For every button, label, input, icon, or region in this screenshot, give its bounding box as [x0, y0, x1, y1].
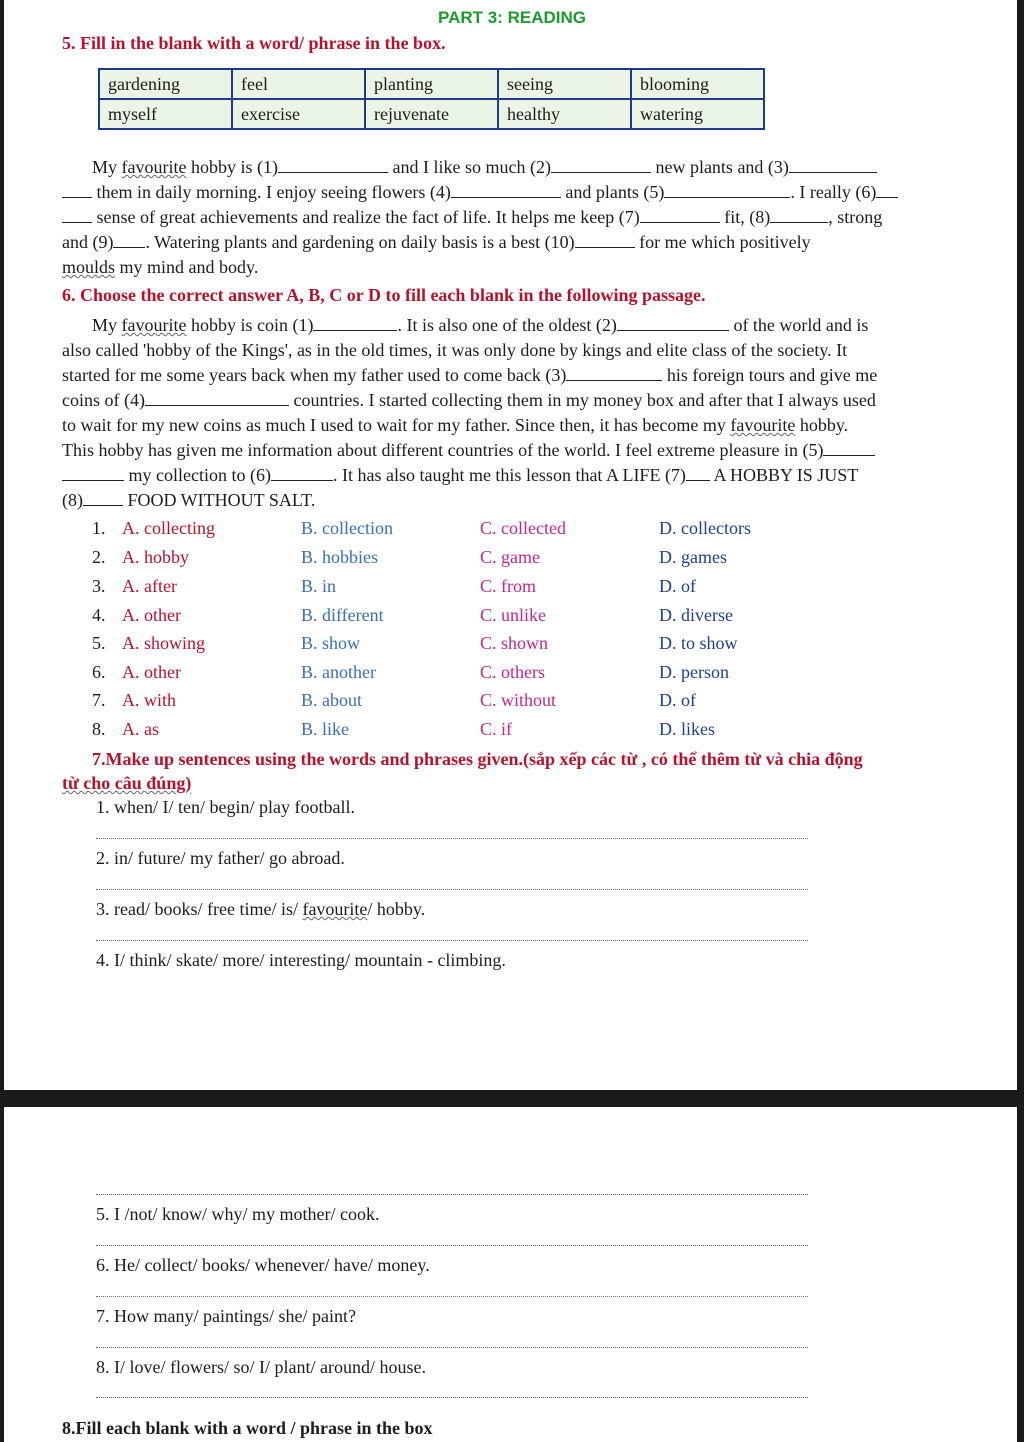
- option-row: 5.: [92, 633, 106, 653]
- word-box-cell: rejuvenate: [365, 99, 498, 129]
- blank[interactable]: [62, 181, 92, 198]
- exercise-6-passage: [62, 313, 968, 513]
- option-d[interactable]: D. collectors: [659, 518, 751, 538]
- blank[interactable]: [789, 156, 877, 173]
- word-box-cell: watering: [631, 99, 764, 129]
- word-box-cell: blooming: [631, 69, 764, 99]
- blank[interactable]: [617, 314, 729, 331]
- option-b[interactable]: B. about: [301, 690, 362, 710]
- blank[interactable]: [664, 181, 790, 198]
- worksheet-page-1: [4, 0, 1017, 1090]
- answer-line[interactable]: [96, 1194, 808, 1195]
- blank[interactable]: [62, 206, 92, 223]
- option-c[interactable]: C. without: [480, 690, 557, 710]
- passage-line: to wait for my new coins as much I used to wait for my father. Since then, it has become my favourite hobby.: [62, 415, 849, 435]
- blank[interactable]: [113, 231, 145, 248]
- exercise-5-title: 5. Fill in the blank with a word/ phrase in the box.: [62, 33, 446, 53]
- passage-line: also called 'hobby of the Kings', as in the old times, it was only done by kings and elite class of the society. It: [62, 340, 848, 360]
- blank[interactable]: [83, 489, 123, 506]
- passage-line: This hobby has given me information about different countries of the world. I feel extreme pleasure in (5): [62, 438, 968, 463]
- option-c[interactable]: C. if: [480, 719, 513, 739]
- question-item: 1. when/ I/ ten/ begin/ play football.: [96, 797, 355, 817]
- blank[interactable]: [451, 181, 561, 198]
- exercise-7-title: 7.Make up sentences using the words and phrases given.(sắp xếp các từ , có thể thêm từ và chia động: [92, 749, 863, 769]
- option-row: 3.: [92, 576, 106, 596]
- option-b[interactable]: B. another: [301, 662, 376, 682]
- option-c[interactable]: C. from: [480, 576, 536, 596]
- option-c[interactable]: C. game: [480, 547, 540, 567]
- passage-line: and (9) . Watering plants and gardening on daily basis is a best (10) for me which positively: [62, 232, 811, 252]
- answer-line[interactable]: [96, 1347, 808, 1348]
- word-box-cell: exercise: [232, 99, 365, 129]
- blank[interactable]: [823, 439, 875, 456]
- blank[interactable]: [551, 156, 651, 173]
- blank[interactable]: [686, 464, 710, 481]
- option-row: 4.: [92, 605, 106, 625]
- word-box: [98, 68, 765, 130]
- word-box-cell: gardening: [99, 69, 232, 99]
- answer-line[interactable]: [96, 940, 808, 941]
- worksheet-page-2: [4, 1107, 1017, 1442]
- option-d[interactable]: D. games: [659, 547, 727, 567]
- option-a[interactable]: A. showing: [122, 633, 206, 653]
- passage-line: started for me some years back when my father used to come back (3) his foreign tours and give me: [62, 365, 878, 385]
- option-d[interactable]: D. person: [659, 662, 729, 682]
- blank[interactable]: [313, 314, 397, 331]
- option-d[interactable]: D. of: [659, 690, 696, 710]
- question-item: 5. I /not/ know/ why/ my mother/ cook.: [96, 1204, 380, 1224]
- option-b[interactable]: B. like: [301, 719, 349, 739]
- option-row: 2.: [92, 547, 106, 567]
- word-box-cell: feel: [232, 69, 365, 99]
- exercise-8-title: 8.Fill each blank with a word / phrase in the box: [62, 1418, 433, 1438]
- question-item: 4. I/ think/ skate/ more/ interesting/ mountain - climbing.: [96, 950, 506, 970]
- question-item: 2. in/ future/ my father/ go abroad.: [96, 848, 345, 868]
- option-a[interactable]: A. with: [122, 690, 176, 710]
- option-a[interactable]: A. collecting: [122, 518, 215, 538]
- option-a[interactable]: A. as: [122, 719, 159, 739]
- option-a[interactable]: A. after: [122, 576, 177, 596]
- option-c[interactable]: C. unlike: [480, 605, 546, 625]
- blank[interactable]: [770, 206, 828, 223]
- blank[interactable]: [575, 231, 635, 248]
- question-item: 8. I/ love/ flowers/ so/ I/ plant/ around/ house.: [96, 1357, 426, 1377]
- passage-line: coins of (4) countries. I started collecting them in my money box and after that I always used: [62, 390, 876, 410]
- word-box-row: [99, 99, 764, 129]
- blank[interactable]: [640, 206, 720, 223]
- option-c[interactable]: C. collected: [480, 518, 566, 538]
- question-item: 7. How many/ paintings/ she/ paint?: [96, 1306, 356, 1326]
- passage-line: them in daily morning. I enjoy seeing flowers (4) and plants (5) . I really (6): [62, 180, 968, 205]
- option-d[interactable]: D. of: [659, 576, 696, 596]
- option-row: 8.: [92, 719, 106, 739]
- blank[interactable]: [145, 389, 289, 406]
- option-row: 7.: [92, 690, 106, 710]
- option-d[interactable]: D. likes: [659, 719, 715, 739]
- option-b[interactable]: B. collection: [301, 518, 393, 538]
- word-box-cell: healthy: [498, 99, 631, 129]
- answer-line[interactable]: [96, 889, 808, 890]
- exercise-6-title: 6. Choose the correct answer A, B, C or D to fill each blank in the following passage.: [62, 285, 706, 305]
- option-c[interactable]: C. others: [480, 662, 545, 682]
- option-b[interactable]: B. in: [301, 576, 337, 596]
- question-item: 6. He/ collect/ books/ whenever/ have/ money.: [96, 1255, 430, 1275]
- exercise-5-passage: [62, 155, 968, 280]
- passage-line: moulds my mind and body.: [62, 257, 259, 277]
- option-row: 6.: [92, 662, 106, 682]
- option-b[interactable]: B. hobbies: [301, 547, 379, 567]
- answer-line[interactable]: [96, 1296, 808, 1297]
- passage-line: sense of great achievements and realize the fact of life. It helps me keep (7) fit, (8) , strong: [62, 205, 968, 230]
- passage-line: My favourite hobby is (1) and I like so much (2) new plants and (3): [62, 155, 968, 180]
- part-title: PART 3: READING: [438, 8, 586, 27]
- passage-line: My favourite hobby is coin (1) . It is also one of the oldest (2) of the world and is: [92, 315, 869, 335]
- exercise-7-title-cont: từ cho câu đúng): [62, 773, 192, 793]
- blank[interactable]: [876, 181, 898, 198]
- blank[interactable]: [271, 464, 333, 481]
- option-d[interactable]: D. to show: [659, 633, 738, 653]
- word-box-cell: myself: [99, 99, 232, 129]
- option-a[interactable]: A. hobby: [122, 547, 189, 567]
- passage-line: my collection to (6) . It has also taught me this lesson that A LIFE (7) A HOBBY IS JUST: [62, 463, 968, 488]
- blank[interactable]: [62, 464, 124, 481]
- answer-line[interactable]: [96, 1245, 808, 1246]
- option-a[interactable]: A. other: [122, 662, 181, 682]
- option-b[interactable]: B. different: [301, 605, 384, 625]
- word-box-cell: planting: [365, 69, 498, 99]
- answer-line[interactable]: [96, 1397, 808, 1398]
- option-c[interactable]: C. shown: [480, 633, 549, 653]
- option-a[interactable]: A. other: [122, 605, 181, 625]
- option-b[interactable]: B. show: [301, 633, 361, 653]
- word-box-row: [99, 69, 764, 99]
- word-box-cell: seeing: [498, 69, 631, 99]
- blank[interactable]: [278, 156, 388, 173]
- question-item: 3. read/ books/ free time/ is/ favourite/ hobby.: [96, 899, 426, 919]
- blank[interactable]: [566, 364, 662, 381]
- passage-line: (8) FOOD WITHOUT SALT.: [62, 490, 316, 510]
- answer-line[interactable]: [96, 838, 808, 839]
- option-row: 1.: [92, 518, 106, 538]
- option-d[interactable]: D. diverse: [659, 605, 733, 625]
